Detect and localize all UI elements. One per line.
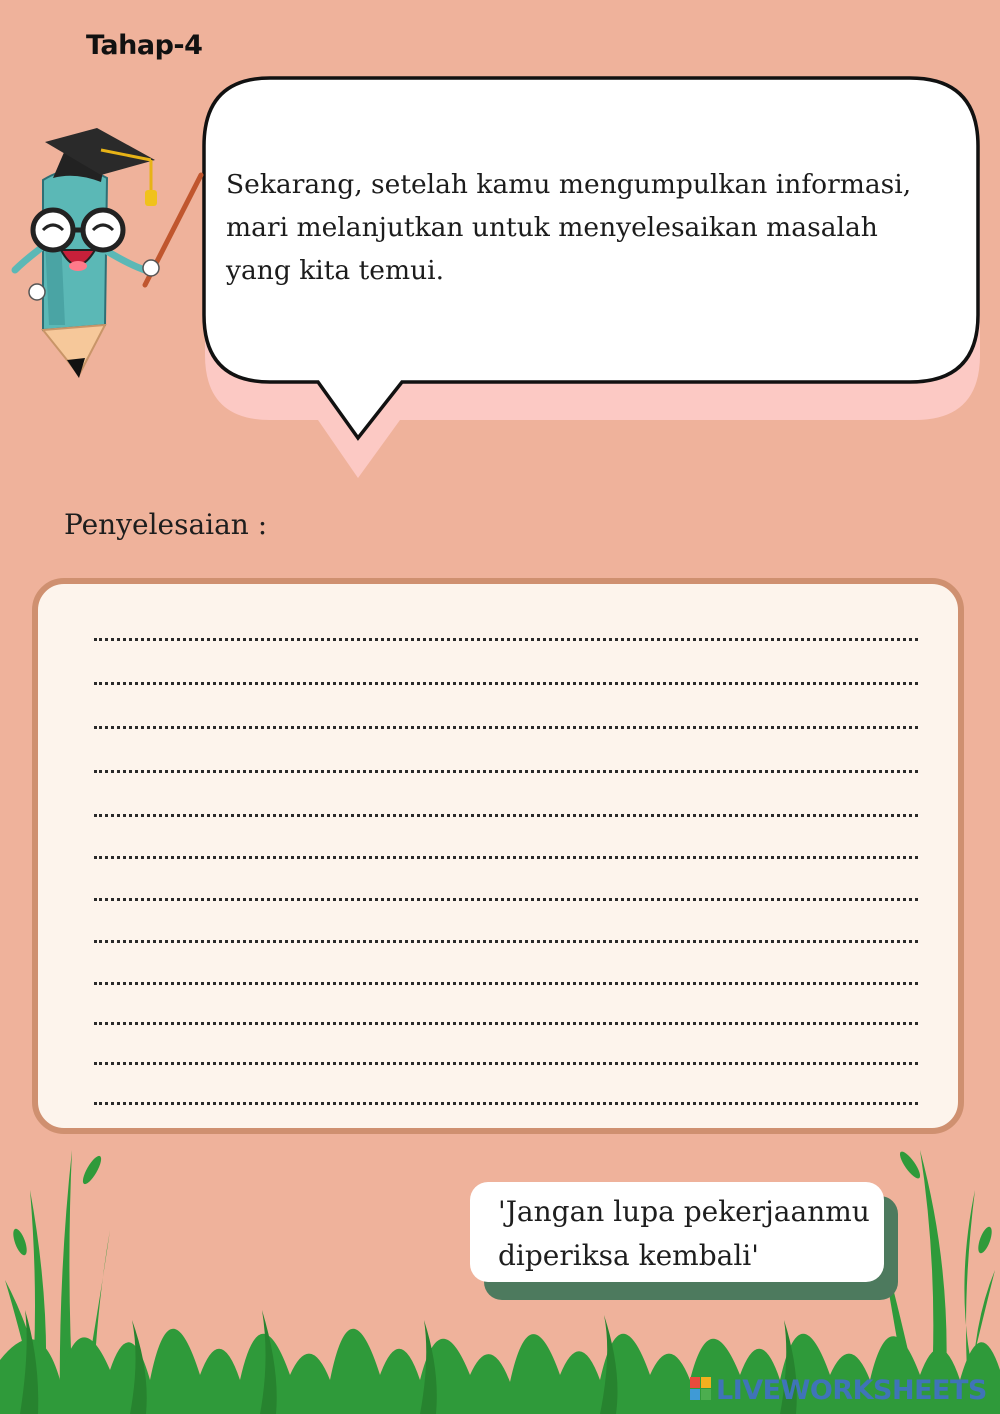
answer-box[interactable] (32, 578, 964, 1134)
answer-line[interactable] (94, 940, 918, 943)
answer-line[interactable] (94, 1062, 918, 1065)
answer-line[interactable] (94, 856, 918, 859)
answer-line[interactable] (94, 814, 918, 817)
liveworksheets-logo-icon (690, 1377, 712, 1401)
answer-line[interactable] (94, 682, 918, 685)
stage-title: Tahap-4 (86, 30, 203, 61)
answer-line[interactable] (94, 638, 918, 641)
answer-line[interactable] (94, 982, 918, 985)
pencil-mascot-icon (5, 120, 215, 390)
answer-line[interactable] (94, 770, 918, 773)
answer-line[interactable] (94, 726, 918, 729)
answer-line[interactable] (94, 898, 918, 901)
watermark-text: LIVEWORKSHEETS (716, 1375, 987, 1406)
answer-line[interactable] (94, 1102, 918, 1105)
quote-text: 'Jangan lupa pekerjaanmu diperiksa kembali' (498, 1195, 870, 1272)
quote-card (470, 1182, 884, 1282)
solution-label: Penyelesaian : (64, 508, 268, 541)
speech-bubble-text: Sekarang, setelah kamu mengumpulkan informasi, mari melanjutkan untuk menyelesaikan masalah yang kita temui. (226, 169, 912, 286)
answer-line[interactable] (94, 1022, 918, 1025)
